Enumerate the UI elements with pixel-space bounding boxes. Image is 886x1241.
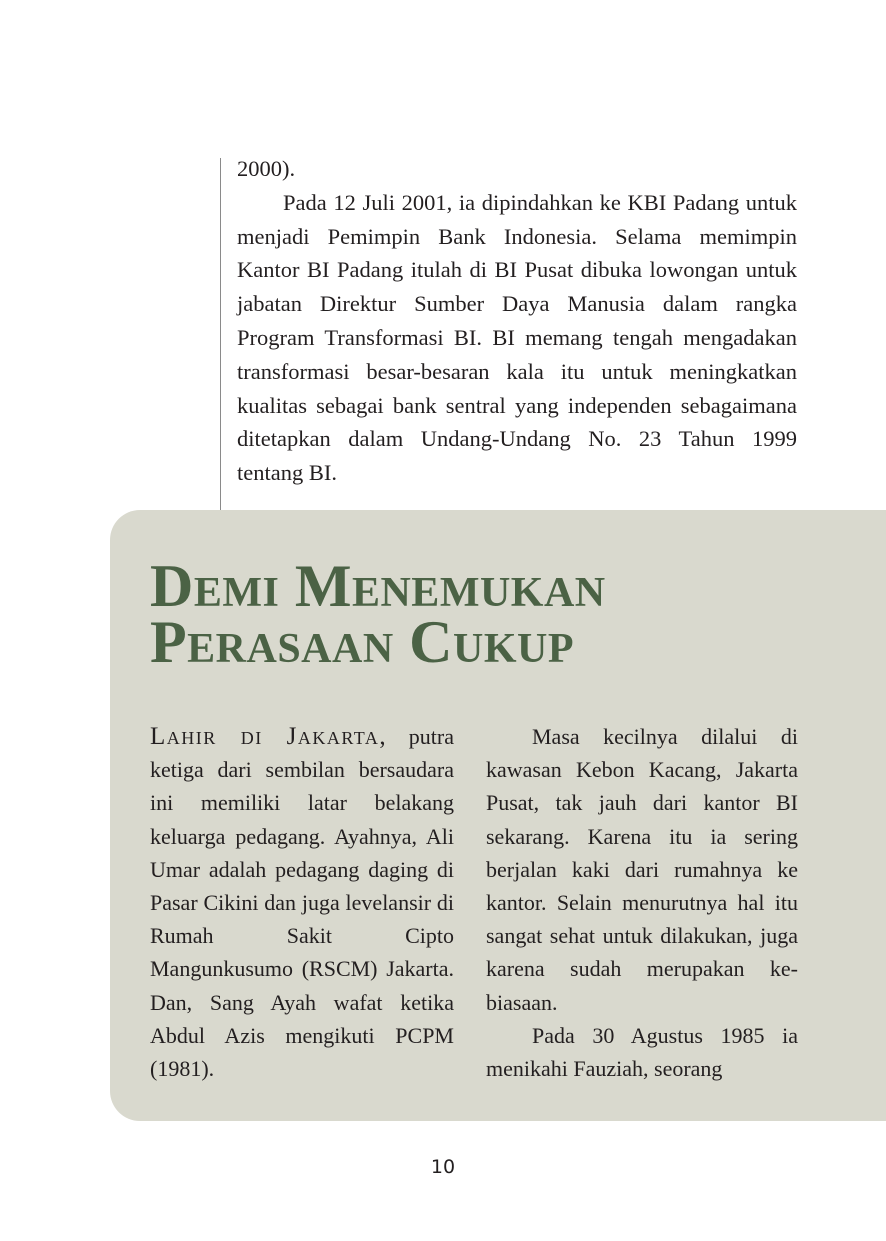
section-heading [150, 553, 606, 675]
continuation-line: 2000). [237, 156, 296, 181]
heading-line-1: Demi Menemukan [150, 553, 606, 619]
page-number: 10 [430, 1156, 456, 1178]
heading-line-2: Perasaan Cukup [150, 609, 574, 675]
body-paragraph: Pada 12 Juli 2001, ia dipindahkan ke KBI Padang untuk menjadi Pemimpin Bank Indonesia. Selama memimpin Kantor BI Padang itulah di BI Pusat dibuka lowongan untuk jabatan Direktur Sumber Daya Manusia dalam rangka Program Transformasi BI. BI memang tengah mengadakan transformasi besar-besaran kala itu untuk meningkatkan kualitas sebagai bank sentral yang independen sebagaimana ditetapkan dalam Undang-Undang No. 23 Tahun 1999 tentang BI. [237, 189, 797, 486]
left-column [150, 720, 454, 1085]
right-column [486, 720, 798, 1085]
top-text-block [237, 152, 797, 490]
lead-in-text: Lahir di Jakarta, [150, 723, 388, 750]
left-column-text: putra ketiga dari sembilan bersaudara ini memiliki latar belakang keluarga pedagang. Ayahnya, Ali Umar adalah pedagang daging di Pasar Cikini dan juga levelansir di Rumah Sakit Cipto Mangunkusumo (RSCM) Jakarta. Dan, Sang Ayah wafat ketika Abdul Azis mengikuti PCPM (1981). [150, 724, 455, 1082]
right-column-paragraph-2: Pada 30 Agustus 1985 ia menikahi Fauziah, seorang [486, 1022, 798, 1082]
left-column-paragraph [150, 720, 454, 1085]
margin-rule [220, 158, 221, 512]
right-column-paragraph-1: Masa kecilnya dilalui di kawasan Kebon Kacang, Jakarta Pusat, tak jauh dari kantor BI sekarang. Karena itu ia sering berjalan kaki dari rumahnya ke kantor. Selain menurutnya hal itu sangat sehat untuk dilakukan, juga karena sudah merupakan kebiasaan. [486, 724, 798, 1015]
